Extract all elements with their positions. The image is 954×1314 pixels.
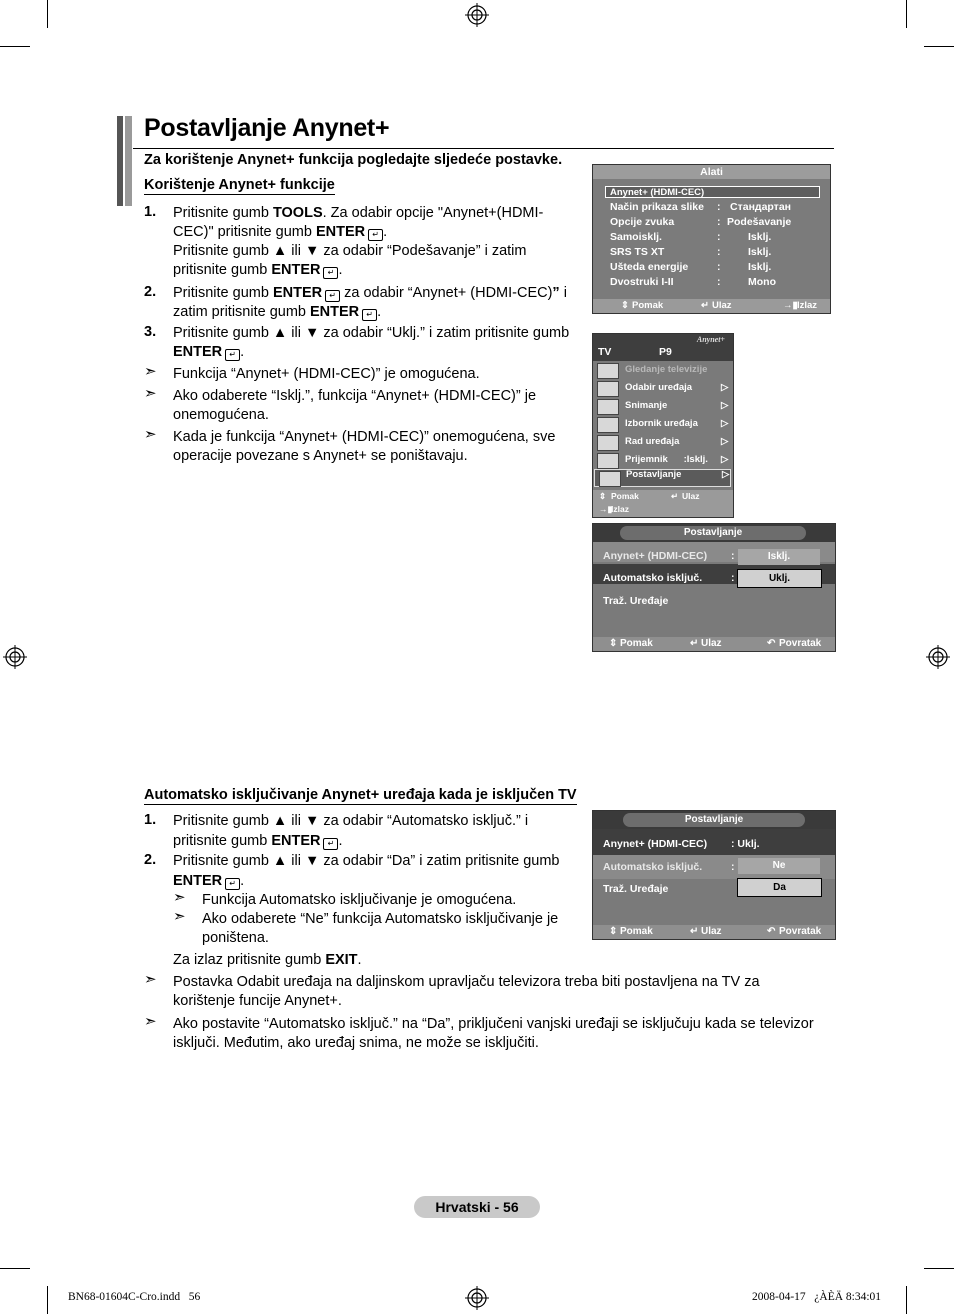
osd-row-label: Automatsko isključ. xyxy=(603,572,703,584)
crop-mark xyxy=(0,46,30,47)
device-menu-icon xyxy=(597,417,619,433)
registration-mark-icon xyxy=(465,3,489,27)
osd-footer-enter: Ulaz xyxy=(701,926,722,937)
osd-setup-menu-1 xyxy=(592,523,836,652)
record-icon xyxy=(597,399,619,415)
intro-text: Za korištenje Anynet+ funkcija pogledajte sljedeće postavke. xyxy=(144,152,563,168)
note-text: onemogućena. xyxy=(173,407,269,423)
osd-row-value: Mono xyxy=(748,276,776,288)
osd-footer-move: Pomak xyxy=(611,491,639,501)
osd-selected-item[interactable]: Anynet+ (HDMI-CEC) xyxy=(605,186,820,198)
osd-value-box[interactable]: Isklj. xyxy=(738,549,820,565)
note-text: operacije povezane s Anynet+ se poništavaju. xyxy=(173,448,468,464)
enter-icon: ↵ xyxy=(690,638,699,649)
note-arrow-icon: ➣ xyxy=(144,1013,157,1030)
enter-icon: ↵ xyxy=(701,300,709,311)
exit-icon: →▮ xyxy=(599,504,613,514)
osd-footer-exit: Izlaz xyxy=(797,300,818,311)
s2-step-2-line: ENTER ↵ . xyxy=(173,873,245,889)
crop-mark xyxy=(47,0,48,28)
page-title: Postavljanje Anynet+ xyxy=(144,114,390,142)
crop-mark xyxy=(906,0,907,28)
osd-footer-enter: Ulaz xyxy=(712,300,732,311)
note-text: isključi. Međutim, ako uređaj snima, ne može se isključiti. xyxy=(173,1035,539,1051)
step-number: 1. xyxy=(144,812,157,828)
print-info-left: BN68-01604C-Cro.indd 56 xyxy=(68,1291,201,1303)
anynet-logo: Anynet+ xyxy=(696,335,725,344)
step-2-line: zatim pritisnite gumb ENTER ↵ . xyxy=(173,304,382,320)
osd-value-box-selected[interactable]: Uklj. xyxy=(737,569,822,588)
note-text: Postavka Odabit uređaja na daljinskom upravljaču televizora treba biti postavljena na TV za xyxy=(173,974,760,990)
osd-footer xyxy=(593,299,830,313)
chevron-right-icon: ▷ xyxy=(721,454,729,465)
osd-row-sep: : xyxy=(717,276,721,288)
osd-footer-move: Pomak xyxy=(620,926,653,937)
step-number: 2. xyxy=(144,284,157,300)
osd-footer-move: Pomak xyxy=(620,638,653,649)
crop-mark xyxy=(47,1286,48,1314)
return-icon: ↶ xyxy=(767,638,776,649)
move-icon: ⇕ xyxy=(621,300,629,311)
osd-row-sep: : xyxy=(717,231,721,243)
osd-row-value: : Uklj. xyxy=(731,838,760,850)
s2-step-1-line: pritisnite gumb ENTER ↵ . xyxy=(173,833,343,849)
chevron-right-icon: ▷ xyxy=(721,436,729,447)
exit-instruction: Za izlaz pritisnite gumb EXIT. xyxy=(173,952,362,968)
menu-item-record[interactable]: Snimanje ▷ xyxy=(593,397,731,415)
section2-heading: Automatsko isključivanje Anynet+ uređaja kada je isključen TV xyxy=(144,787,577,803)
step-number: 2. xyxy=(144,852,157,868)
crop-mark xyxy=(0,1268,30,1269)
osd-row-value: Стандартан xyxy=(730,201,792,213)
osd-row-label: Traž. Uređaje xyxy=(603,883,669,895)
step-2-line: Pritisnite gumb ENTER ↵ za odabir “Anynet+ (HDMI-CEC)” i xyxy=(173,285,567,301)
receiver-icon xyxy=(597,453,619,469)
osd-footer-enter: Ulaz xyxy=(682,491,700,501)
chevron-right-icon: ▷ xyxy=(721,382,729,393)
menu-item-device-operation[interactable]: Rad uređaja ▷ xyxy=(593,433,731,451)
exit-icon: →▮ xyxy=(783,300,798,311)
move-icon: ⇕ xyxy=(599,491,607,501)
osd-anynet-menu xyxy=(592,333,734,518)
osd-header: Alati xyxy=(593,165,830,179)
osd-footer xyxy=(593,925,835,939)
osd-footer-exit: Izlaz xyxy=(611,504,629,514)
note-text: Kada je funkcija “Anynet+ (HDMI-CEC)” onemogućena, sve xyxy=(173,429,556,445)
crop-mark xyxy=(924,1268,954,1269)
osd-row-value: Podešavanje xyxy=(727,216,792,228)
registration-mark-icon xyxy=(465,1286,489,1310)
title-accent-bar xyxy=(117,116,133,206)
subnote-text: Funkcija Automatsko isključivanje je omogućena. xyxy=(202,892,517,908)
gear-icon xyxy=(599,471,621,487)
note-text: Ako postavite “Automatsko isključ.” na “Da”, priključeni vanjski uređaji se isključuju kada se televizor xyxy=(173,1016,814,1032)
osd-row-sep: : xyxy=(731,572,735,584)
osd-row-sep: : xyxy=(717,246,721,258)
enter-icon: ↵ xyxy=(690,926,699,937)
step-1-line: CEC)" pritisnite gumb ENTER ↵ . xyxy=(173,224,388,240)
page-footer: Hrvatski - 56 xyxy=(414,1196,540,1218)
note-text: Ako odaberete “Isklj.”, funkcija “Anynet+ (HDMI-CEC)” je xyxy=(173,388,537,404)
note-text: Funkcija “Anynet+ (HDMI-CEC)” je omogućena. xyxy=(173,366,480,382)
menu-item-select-device[interactable]: Odabir uređaja ▷ xyxy=(593,379,731,397)
note-arrow-icon: ➣ xyxy=(144,385,157,402)
osd-channel: P9 xyxy=(659,346,672,358)
move-icon: ⇕ xyxy=(609,926,618,937)
move-icon: ⇕ xyxy=(609,638,618,649)
step-1-line: pritisnite gumb ENTER ↵ . xyxy=(173,262,343,278)
menu-item-setup[interactable]: Postavljanje ▷ xyxy=(594,469,731,487)
osd-header: Postavljanje xyxy=(620,526,806,540)
osd-value-box[interactable]: Ne xyxy=(738,858,820,874)
chevron-right-icon: ▷ xyxy=(722,469,730,480)
osd-footer xyxy=(593,637,835,651)
osd-tools-menu xyxy=(592,164,831,314)
step-1-line: Pritisnite gumb TOOLS. Za odabir opcije "Anynet+(HDMI- xyxy=(173,205,544,221)
menu-item-receiver[interactable]: Prijemnik :Isklj. ▷ xyxy=(593,451,731,469)
registration-mark-icon xyxy=(926,645,950,669)
osd-row-label: Samoisklj. xyxy=(610,231,662,243)
tv-icon xyxy=(597,363,619,379)
device-icon xyxy=(597,381,619,397)
enter-icon: ↵ xyxy=(671,491,679,501)
crop-mark xyxy=(906,1286,907,1314)
osd-row-sep: : xyxy=(717,201,721,213)
enter-icon: ↵ xyxy=(323,838,338,850)
osd-row-sep: : xyxy=(731,550,735,562)
osd-row-label: Anynet+ (HDMI-CEC) xyxy=(603,550,708,562)
osd-footer-back: Povratak xyxy=(779,638,822,649)
device-operation-icon xyxy=(597,435,619,451)
title-rule xyxy=(133,148,834,149)
subnote-text: Ako odaberete “Ne” funkcija Automatsko isključivanje je xyxy=(202,911,559,927)
return-icon: ↶ xyxy=(767,926,776,937)
osd-row-label: Način prikaza slike xyxy=(610,201,704,213)
section1-heading: Korištenje Anynet+ funkcije xyxy=(144,177,335,193)
step-number: 3. xyxy=(144,324,157,340)
menu-item-watch-tv[interactable]: Gledanje televizije xyxy=(593,361,731,379)
subnote-text: poništena. xyxy=(202,930,269,946)
osd-row-label: Automatsko isključ. xyxy=(603,861,703,873)
crop-mark xyxy=(924,46,954,47)
s2-step-2-line: Pritisnite gumb ▲ ili ▼ za odabir “Da” i zatim pritisnite gumb xyxy=(173,853,560,869)
note-arrow-icon: ➣ xyxy=(144,363,157,380)
registration-mark-icon xyxy=(3,645,27,669)
osd-row-label: Opcije zvuka xyxy=(610,216,675,228)
note-arrow-icon: ➣ xyxy=(144,971,157,988)
note-arrow-icon: ➣ xyxy=(144,426,157,443)
enter-icon: ↵ xyxy=(323,267,338,279)
osd-row-sep: : xyxy=(717,261,721,273)
enter-icon: ↵ xyxy=(225,878,240,890)
osd-row-label: SRS TS XT xyxy=(610,246,665,258)
chevron-right-icon: ▷ xyxy=(721,400,729,411)
chevron-right-icon: ▷ xyxy=(721,418,729,429)
osd-row-label: Dvostruki I-II xyxy=(610,276,674,288)
osd-value-box-selected[interactable]: Da xyxy=(737,878,822,897)
osd-row-value: Isklj. xyxy=(748,246,772,258)
note-arrow-icon: ➣ xyxy=(173,908,186,925)
osd-row-label: Traž. Uređaje xyxy=(603,595,669,607)
note-text: korištenje funcije Anynet+. xyxy=(173,993,342,1009)
s2-step-1-line: Pritisnite gumb ▲ ili ▼ za odabir “Automatsko isključ.” i xyxy=(173,813,529,829)
osd-footer-move: Pomak xyxy=(632,300,664,311)
step-3-line: ENTER ↵ . xyxy=(173,344,245,360)
osd-row-value: Isklj. xyxy=(748,261,772,273)
note-arrow-icon: ➣ xyxy=(173,889,186,906)
enter-icon: ↵ xyxy=(325,290,340,302)
step-3-line: Pritisnite gumb ▲ ili ▼ za odabir “Uklj.” i zatim pritisnite gumb xyxy=(173,325,570,341)
step-1-line: Pritisnite gumb ▲ ili ▼ za odabir “Podešavanje” i zatim xyxy=(173,243,527,259)
osd-footer-back: Povratak xyxy=(779,926,822,937)
osd-row-value: Isklj. xyxy=(748,231,772,243)
osd-header: Postavljanje xyxy=(623,813,805,827)
osd-row-sep: : xyxy=(717,216,721,228)
osd-footer-enter: Ulaz xyxy=(701,638,722,649)
osd-row-sep: : xyxy=(731,861,735,873)
menu-item-device-menu[interactable]: Izbornik uređaja ▷ xyxy=(593,415,731,433)
step-number: 1. xyxy=(144,204,157,220)
enter-icon: ↵ xyxy=(362,309,377,321)
enter-icon: ↵ xyxy=(225,349,240,361)
osd-source: TV xyxy=(598,346,612,358)
osd-setup-menu-2 xyxy=(592,810,836,940)
osd-row-label: Ušteda energije xyxy=(610,261,689,273)
enter-icon: ↵ xyxy=(368,229,383,241)
print-info-right: 2008-04-17 ¿ÀÈÄ 8:34:01 xyxy=(752,1291,882,1303)
osd-row-label: Anynet+ (HDMI-CEC) xyxy=(603,838,708,850)
